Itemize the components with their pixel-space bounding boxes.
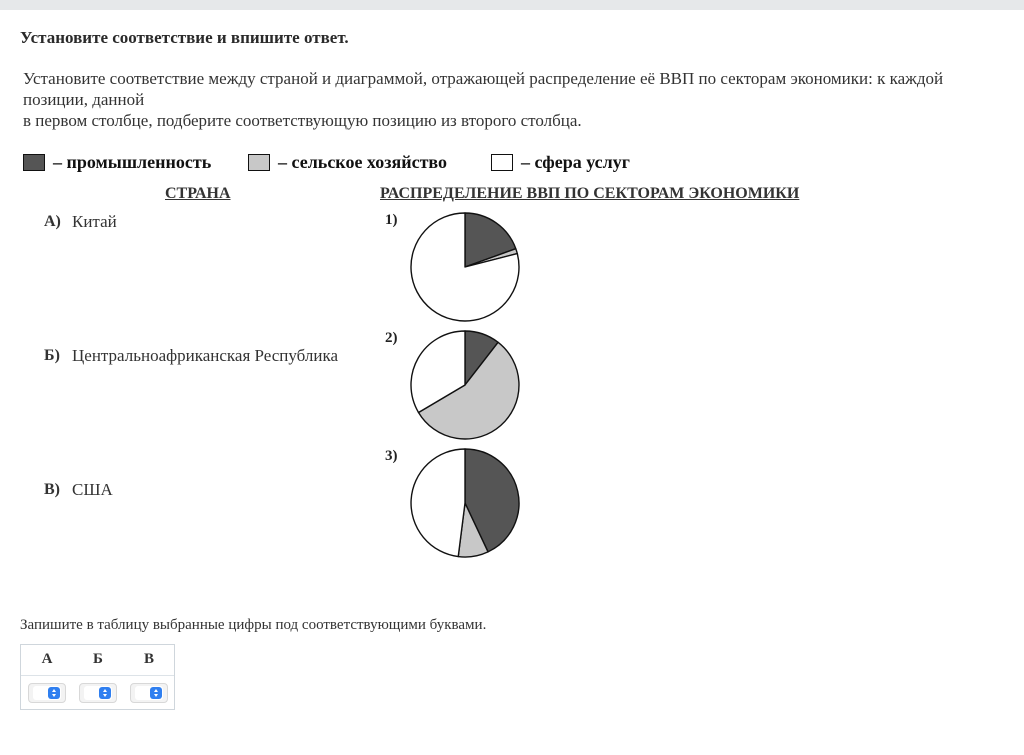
legend-label: – промышленность bbox=[53, 152, 212, 172]
country-name: Центральноафриканская Республика bbox=[72, 346, 339, 365]
country-letter: А) bbox=[44, 213, 61, 230]
country-letter: В) bbox=[44, 481, 60, 498]
answer-select-v[interactable] bbox=[130, 683, 168, 703]
answer-column-label: В bbox=[143, 651, 154, 667]
legend-label: – сфера услуг bbox=[521, 152, 630, 172]
select-arrows-icon bbox=[150, 687, 162, 699]
answer-table bbox=[20, 644, 175, 710]
legend-swatch-industry bbox=[23, 154, 45, 171]
chart-number: 2) bbox=[385, 330, 398, 346]
legend-label: – сельское хозяйство bbox=[278, 152, 448, 172]
top-bar bbox=[0, 0, 1024, 10]
country-name: Китай bbox=[72, 212, 117, 231]
answer-select-b[interactable] bbox=[79, 683, 117, 703]
answer-instruction: Запишите в таблицу выбранные цифры под соответствующими буквами. bbox=[20, 617, 487, 633]
pie-chart-1 bbox=[409, 211, 521, 323]
task-text-line: в первом столбце, подберите соответствующую позицию из второго столбца. bbox=[23, 111, 582, 130]
legend-swatch-agriculture bbox=[248, 154, 270, 171]
column-header-distribution: РАСПРЕДЕЛЕНИЕ ВВП ПО СЕКТОРАМ ЭКОНОМИКИ bbox=[380, 185, 800, 202]
select-arrows-icon bbox=[99, 687, 111, 699]
country-name: США bbox=[72, 480, 113, 499]
pie-slice-сфера услуг bbox=[411, 449, 465, 557]
task-title: Установите соответствие и впишите ответ. bbox=[20, 28, 349, 47]
chart-number: 3) bbox=[385, 448, 398, 464]
answer-column-label: А bbox=[41, 651, 53, 667]
task-text-line: Установите соответствие между страной и диаграммой, отражающей распределение её ВВП по секторам экономики: к каждой bbox=[23, 69, 944, 88]
column-header-country: СТРАНА bbox=[165, 185, 231, 202]
pie-chart-2 bbox=[409, 329, 521, 441]
legend-swatch-services bbox=[491, 154, 513, 171]
pie-chart-3 bbox=[409, 447, 521, 559]
chart-number: 1) bbox=[385, 212, 398, 228]
select-arrows-icon bbox=[48, 687, 60, 699]
answer-column-label: Б bbox=[93, 651, 103, 667]
country-letter: Б) bbox=[44, 347, 60, 364]
task-text-line: позиции, данной bbox=[23, 90, 145, 109]
answer-select-a[interactable] bbox=[28, 683, 66, 703]
task-description bbox=[23, 68, 1013, 131]
